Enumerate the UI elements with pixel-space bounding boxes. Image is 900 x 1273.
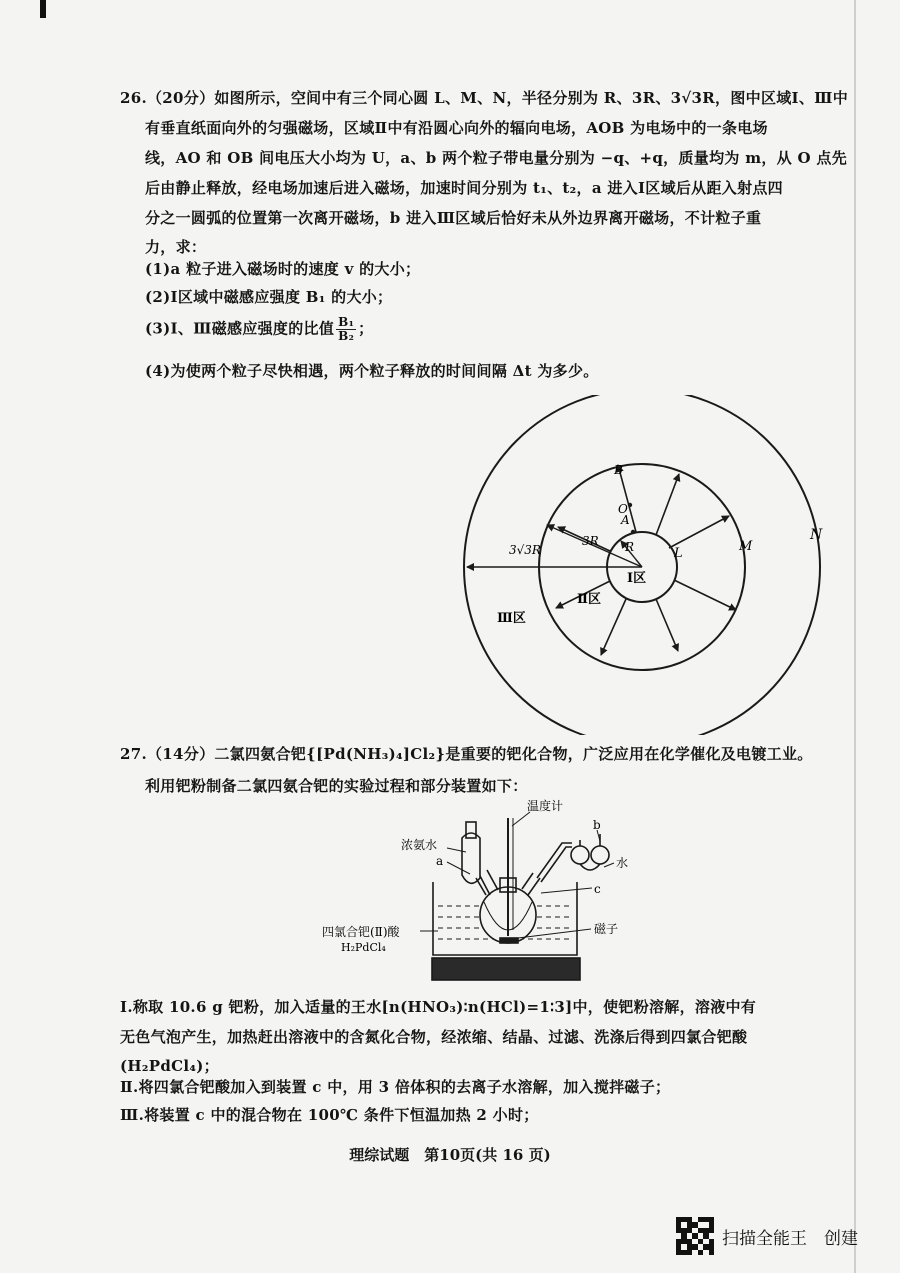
q26-sub3-prefix: (3)Ⅰ、Ⅲ磁感应强度的比值 [145, 319, 335, 338]
stir-plate [432, 958, 580, 980]
q26-line-5: 分之一圆弧的位置第一次离开磁场，b 进入Ⅲ区域后恰好未从外边界离开磁场，不计粒子重 [145, 209, 762, 227]
field-line [656, 474, 679, 535]
label-L: L [674, 546, 683, 561]
label-water: 水 [616, 856, 629, 870]
qr-code-icon [676, 1217, 714, 1255]
q26-sub1: (1)a 粒子进入磁场时的速度 v 的大小； [145, 260, 421, 278]
label-3sqrt3R: 3√3R [509, 543, 541, 557]
label-ammonia: 浓氨水 [401, 838, 438, 852]
field-line [601, 599, 626, 655]
label-c: c [594, 882, 601, 896]
q26-line-6: 力，求： [145, 238, 207, 256]
page-footer: 理综试题 第10页(共 16 页) [349, 1146, 551, 1164]
q26-sub3-fraction [336, 316, 356, 343]
point-A [631, 530, 635, 534]
label-R: R [625, 540, 635, 554]
watermark-text: 扫描全能王 创建 [722, 1228, 858, 1249]
label-N: N [810, 527, 823, 543]
q27-step1-line1: Ⅰ.称取 10.6 g 钯粉，加入适量的王水[n(HNO₃)∶n(HCl)=1∶3]中，使钯粉溶解，溶液中有 [120, 998, 757, 1016]
q26-sub3-suffix: ； [358, 319, 374, 338]
q26-sub2: (2)Ⅰ区域中磁感应强度 B₁ 的大小； [145, 288, 393, 306]
label-a: a [436, 854, 444, 868]
label-thermometer: 温度计 [527, 799, 564, 813]
label-A: A [621, 513, 630, 527]
label-b: b [593, 818, 601, 832]
fraction-numerator: B₁ [338, 315, 355, 329]
scanner-watermark [676, 1216, 858, 1256]
fraction-denominator: B₂ [338, 329, 355, 343]
scan-edge-mark [40, 0, 46, 18]
region-2-label: Ⅱ区 [577, 592, 601, 607]
dropping-funnel-a [462, 833, 480, 883]
label-3R: 3R [582, 534, 599, 548]
q27-step3: Ⅲ.将装置 c 中的混合物在 100℃ 条件下恒温加热 2 小时； [120, 1106, 539, 1124]
label-M: M [739, 539, 753, 554]
label-acid-formula: H₂PdCl₄ [341, 941, 386, 954]
label-acid: 四氯合钯(Ⅱ)酸 [322, 925, 400, 939]
q26-line-1: 26.（20分）如图所示，空间中有三个同心圆 L、M、N，半径分别为 R、3R、3√3R，图中区域Ⅰ、Ⅲ中 [120, 89, 849, 107]
q27-step1-line3: (H₂PdCl₄)； [120, 1057, 219, 1075]
label-stirbar: 磁子 [594, 922, 619, 936]
q26-line-4: 后由静止释放，经电场加速后进入磁场，加速时间分别为 t₁、t₂，a 进入Ⅰ区域后从距入射点四 [145, 179, 783, 197]
q26-sub4: (4)为使两个粒子尽快相遇，两个粒子释放的时间间隔 Δt 为多少。 [145, 362, 599, 380]
q27-line-1: 27.（14分）二氯四氨合钯{[Pd(NH₃)₄]Cl₂}是重要的钯化合物，广泛应用在化学催化及电镀工业。 [120, 745, 813, 763]
q26-line-2: 有垂直纸面向外的匀强磁场，区域Ⅱ中有沿圆心向外的辐向电场，AOB 为电场中的一条电场 [145, 119, 768, 137]
apparatus-figure [315, 798, 645, 983]
gas-tube [537, 843, 572, 878]
q27-step2: Ⅱ.将四氯合钯酸加入到装置 c 中，用 3 倍体积的去离子水溶解，加入搅拌磁子； [120, 1078, 671, 1096]
label-B: B [614, 463, 623, 477]
region-3-label: Ⅲ区 [497, 611, 526, 626]
q26-sub3 [145, 316, 373, 343]
point-O [628, 503, 632, 507]
absorber-bulb-b [571, 846, 589, 864]
circle-N [464, 395, 820, 735]
field-line [669, 516, 729, 548]
field-line [674, 580, 736, 610]
field-line [656, 599, 678, 651]
label-O: O [618, 502, 628, 516]
concentric-field-figure [450, 395, 870, 735]
q27-step1-line2: 无色气泡产生，加热赶出溶液中的含氮化合物，经浓缩、结晶、过滤、洗涤后得到四氯合钯酸 [120, 1028, 748, 1046]
q27-line-2: 利用钯粉制备二氯四氨合钯的实验过程和部分装置如下： [145, 777, 528, 795]
q26-line-3: 线，AO 和 OB 间电压大小均为 U，a、b 两个粒子带电量分别为 −q、+q，质量均为 m，从 O 点先 [145, 149, 847, 167]
region-1-label: Ⅰ区 [627, 571, 647, 586]
